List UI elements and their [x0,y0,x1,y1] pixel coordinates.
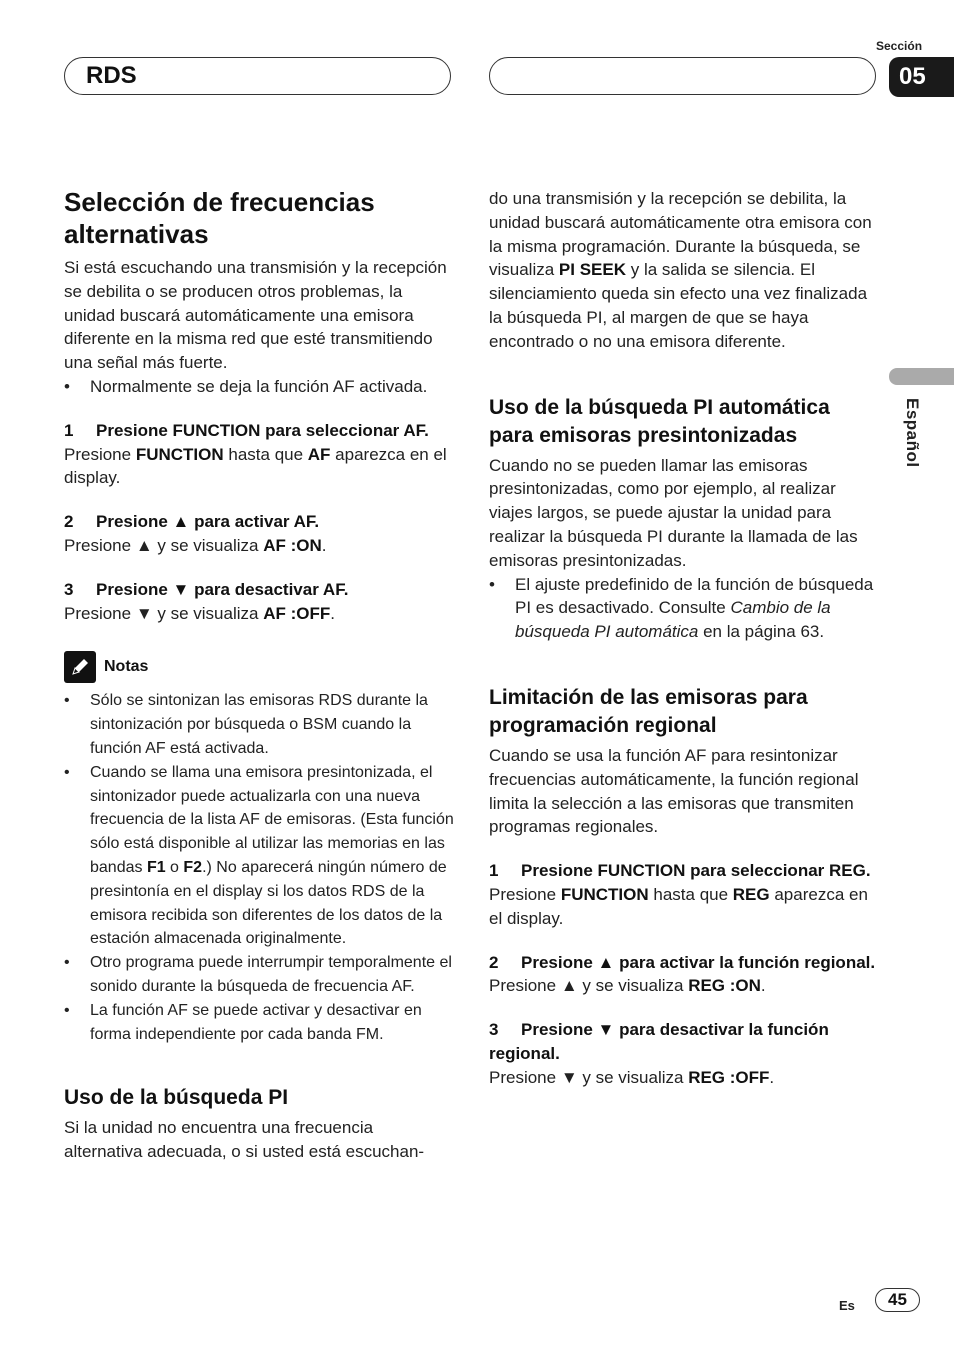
pi-continued-text: do una transmisión y la recepción se debilita, la unidad buscará automáticamente otra emisora con la misma programación. Durante la búsqueda, se visualiza PI SEEK y la salida se silencia. El silenciamiento queda sin efecto una vez finalizada la búsqueda PI, al margen de que se haya encontrado o no una emisora diferente. [489,189,872,351]
pi-auto-bullets [489,573,879,644]
left-column [64,186,454,1164]
list-item: • El ajuste predefinido de la función de búsqueda PI es desactivado. Consulte Cambio de la búsqueda PI automática en la página 63. [489,573,879,644]
language-label: Español [903,398,922,468]
section-heading-pi-auto: Uso de la búsqueda PI automática para emisoras presintonizadas [489,395,830,447]
pi-auto-text: Cuando no se pueden llamar las emisoras presintonizadas, como por ejemplo, al realizar viajes largos, se puede ajustar la unidad para realizar la búsqueda PI durante la llamada de las emisoras presintonizadas. [489,455,858,570]
af-bullets [64,375,454,399]
step-heading: 2 Presione ▲ para activar AF. [64,512,320,532]
step-heading: 2 Presione ▲ para activar la función regional. [489,952,876,972]
notes-list [64,689,454,1046]
section-heading-pi: Uso de la búsqueda PI [64,1086,289,1110]
step-heading: 1 Presione FUNCTION para seleccionar AF. [64,420,429,440]
pi-text: Si la unidad no encuentra una frecuencia alternativa adecuada, o si usted está escuchan- [64,1118,425,1162]
step-text: Presione FUNCTION hasta que REG aparezca en el display. [489,884,868,928]
list-item: • La función AF se puede activar y desactivar en forma independiente por cada banda FM. [64,999,454,1047]
list-item: • Cuando se llama una emisora presintonizada, el sintonizador puede actualizarla con una nueva frecuencia de la lista AF de emisoras. (Esta función sólo está disponible al utilizar las memorias en las bandas F1 o F2.) No aparecerá ningún número de presintonía en el display si los datos RDS de la emisora recibida son diferentes de los datos de la estación almacenada originalmente. [64,761,454,951]
header-pill-right [489,57,876,95]
section-tab [889,57,954,97]
section-heading-regional: Limitación de las emisoras para programación regional [489,685,808,737]
page-number: 45 [875,1288,920,1312]
right-column [489,187,879,1090]
page-language: Es [839,1298,855,1313]
list-item: • Normalmente se deja la función AF activada. [64,375,454,399]
af-intro: Si está escuchando una transmisión y la recepción se debilita o se producen otros problemas, la unidad buscará automáticamente una emisora diferente en la misma red que esté transmitiendo una señal más fuerte. [64,258,447,373]
step-heading: 1 Presione FUNCTION para seleccionar REG. [489,861,871,881]
header-title: RDS [86,62,137,89]
step-heading: 3 Presione ▼ para desactivar la función regional. [489,1020,829,1063]
step-text: Presione FUNCTION hasta que AF aparezca en el display. [64,444,447,488]
section-number: 05 [899,63,926,90]
section-label: Sección [876,39,923,53]
step-text: Presione ▲ y se visualiza REG :ON. [489,976,766,996]
step-heading: 3 Presione ▼ para desactivar AF. [64,579,349,599]
step-text: Presione ▼ y se visualiza AF :OFF. [64,603,335,623]
regional-text: Cuando se usa la función AF para resintonizar frecuencias automáticamente, la función regional limita la selección a las emisoras que transmiten programas regionales. [489,745,859,837]
notes-title: Notas [104,658,149,676]
step-text: Presione ▼ y se visualiza REG :OFF. [489,1067,775,1087]
language-tab [889,368,954,385]
pencil-icon [64,651,96,683]
notes-heading [64,651,454,683]
step-text: Presione ▲ y se visualiza AF :ON. [64,535,327,555]
list-item: • Otro programa puede interrumpir temporalmente el sonido durante la búsqueda de frecuencia AF. [64,951,454,999]
list-item: • Sólo se sintonizan las emisoras RDS durante la sintonización por búsqueda o BSM cuando la función AF está activada. [64,689,454,760]
section-heading-af: Selección de frecuencias alternativas [64,187,375,249]
